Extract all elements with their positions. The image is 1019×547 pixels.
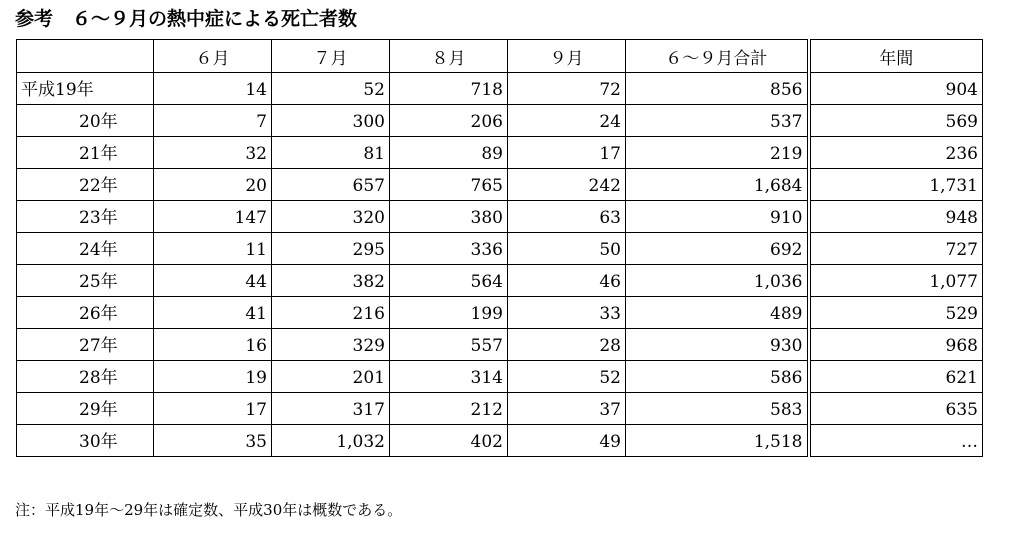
cell-total: 586 xyxy=(626,361,809,393)
header-corner xyxy=(17,40,154,73)
table-row xyxy=(17,73,983,105)
table-row xyxy=(17,169,983,201)
cell-sep: 242 xyxy=(508,169,626,201)
cell-annual: 904 xyxy=(809,73,983,105)
cell-total: 930 xyxy=(626,329,809,361)
table-row xyxy=(17,233,983,265)
page-title: 参考 ６～９月の熱中症による死亡者数 xyxy=(15,8,358,30)
cell-total: 1,684 xyxy=(626,169,809,201)
cell-sep: 49 xyxy=(508,425,626,457)
row-year-label: 22年 xyxy=(17,169,154,201)
cell-annual: 1,077 xyxy=(809,265,983,297)
table-row xyxy=(17,297,983,329)
cell-sep: 37 xyxy=(508,393,626,425)
cell-jul: 382 xyxy=(272,265,390,297)
cell-sep: 50 xyxy=(508,233,626,265)
cell-sep: 24 xyxy=(508,105,626,137)
cell-aug: 206 xyxy=(390,105,508,137)
row-year-label: 20年 xyxy=(17,105,154,137)
cell-total: 1,518 xyxy=(626,425,809,457)
row-year-label: 25年 xyxy=(17,265,154,297)
cell-jul: 52 xyxy=(272,73,390,105)
cell-jun: 20 xyxy=(154,169,272,201)
cell-annual: 569 xyxy=(809,105,983,137)
cell-annual: 236 xyxy=(809,137,983,169)
cell-jul: 81 xyxy=(272,137,390,169)
row-year-label: 28年 xyxy=(17,361,154,393)
cell-jun: 17 xyxy=(154,393,272,425)
cell-aug: 765 xyxy=(390,169,508,201)
header-sep: ９月 xyxy=(508,40,626,73)
cell-aug: 212 xyxy=(390,393,508,425)
cell-total: 219 xyxy=(626,137,809,169)
table-row xyxy=(17,393,983,425)
cell-annual: … xyxy=(809,425,983,457)
table-row xyxy=(17,329,983,361)
cell-jun: 35 xyxy=(154,425,272,457)
header-aug: ８月 xyxy=(390,40,508,73)
cell-aug: 336 xyxy=(390,233,508,265)
cell-jul: 329 xyxy=(272,329,390,361)
cell-sep: 63 xyxy=(508,201,626,233)
cell-jun: 41 xyxy=(154,297,272,329)
cell-jul: 300 xyxy=(272,105,390,137)
row-year-label: 27年 xyxy=(17,329,154,361)
cell-aug: 199 xyxy=(390,297,508,329)
cell-annual: 529 xyxy=(809,297,983,329)
cell-total: 692 xyxy=(626,233,809,265)
cell-total: 856 xyxy=(626,73,809,105)
cell-annual: 621 xyxy=(809,361,983,393)
row-year-label: 23年 xyxy=(17,201,154,233)
cell-sep: 52 xyxy=(508,361,626,393)
cell-annual: 948 xyxy=(809,201,983,233)
cell-jun: 14 xyxy=(154,73,272,105)
table-row xyxy=(17,201,983,233)
table-row xyxy=(17,137,983,169)
cell-jun: 11 xyxy=(154,233,272,265)
cell-total: 910 xyxy=(626,201,809,233)
table-body xyxy=(17,73,983,457)
cell-total: 583 xyxy=(626,393,809,425)
cell-annual: 727 xyxy=(809,233,983,265)
table-row xyxy=(17,361,983,393)
table-row xyxy=(17,265,983,297)
cell-jul: 657 xyxy=(272,169,390,201)
cell-annual: 1,731 xyxy=(809,169,983,201)
cell-aug: 402 xyxy=(390,425,508,457)
header-total: ６～９月合計 xyxy=(626,40,809,73)
cell-jun: 19 xyxy=(154,361,272,393)
cell-sep: 17 xyxy=(508,137,626,169)
row-year-label: 30年 xyxy=(17,425,154,457)
cell-sep: 72 xyxy=(508,73,626,105)
row-year-label: 29年 xyxy=(17,393,154,425)
row-year-label: 24年 xyxy=(17,233,154,265)
cell-aug: 564 xyxy=(390,265,508,297)
table-row xyxy=(17,105,983,137)
row-year-label: 26年 xyxy=(17,297,154,329)
cell-annual: 968 xyxy=(809,329,983,361)
cell-aug: 380 xyxy=(390,201,508,233)
cell-jun: 16 xyxy=(154,329,272,361)
cell-aug: 314 xyxy=(390,361,508,393)
cell-jun: 7 xyxy=(154,105,272,137)
cell-sep: 46 xyxy=(508,265,626,297)
header-jun: ６月 xyxy=(154,40,272,73)
cell-jul: 320 xyxy=(272,201,390,233)
footnote: 注：平成19年～29年は確定数、平成30年は概数である。 xyxy=(15,501,403,519)
heatstroke-deaths-table xyxy=(16,39,983,457)
cell-jul: 1,032 xyxy=(272,425,390,457)
cell-jun: 44 xyxy=(154,265,272,297)
cell-annual: 635 xyxy=(809,393,983,425)
cell-aug: 557 xyxy=(390,329,508,361)
cell-total: 1,036 xyxy=(626,265,809,297)
cell-jun: 147 xyxy=(154,201,272,233)
cell-sep: 28 xyxy=(508,329,626,361)
cell-aug: 718 xyxy=(390,73,508,105)
header-jul: ７月 xyxy=(272,40,390,73)
cell-jul: 201 xyxy=(272,361,390,393)
cell-jun: 32 xyxy=(154,137,272,169)
row-year-label: 21年 xyxy=(17,137,154,169)
cell-sep: 33 xyxy=(508,297,626,329)
cell-aug: 89 xyxy=(390,137,508,169)
cell-jul: 295 xyxy=(272,233,390,265)
cell-jul: 317 xyxy=(272,393,390,425)
table-header-row xyxy=(17,40,983,73)
cell-total: 537 xyxy=(626,105,809,137)
cell-total: 489 xyxy=(626,297,809,329)
table-row xyxy=(17,425,983,457)
header-annual: 年間 xyxy=(809,40,983,73)
cell-jul: 216 xyxy=(272,297,390,329)
row-year-label: 平成19年 xyxy=(17,73,154,105)
